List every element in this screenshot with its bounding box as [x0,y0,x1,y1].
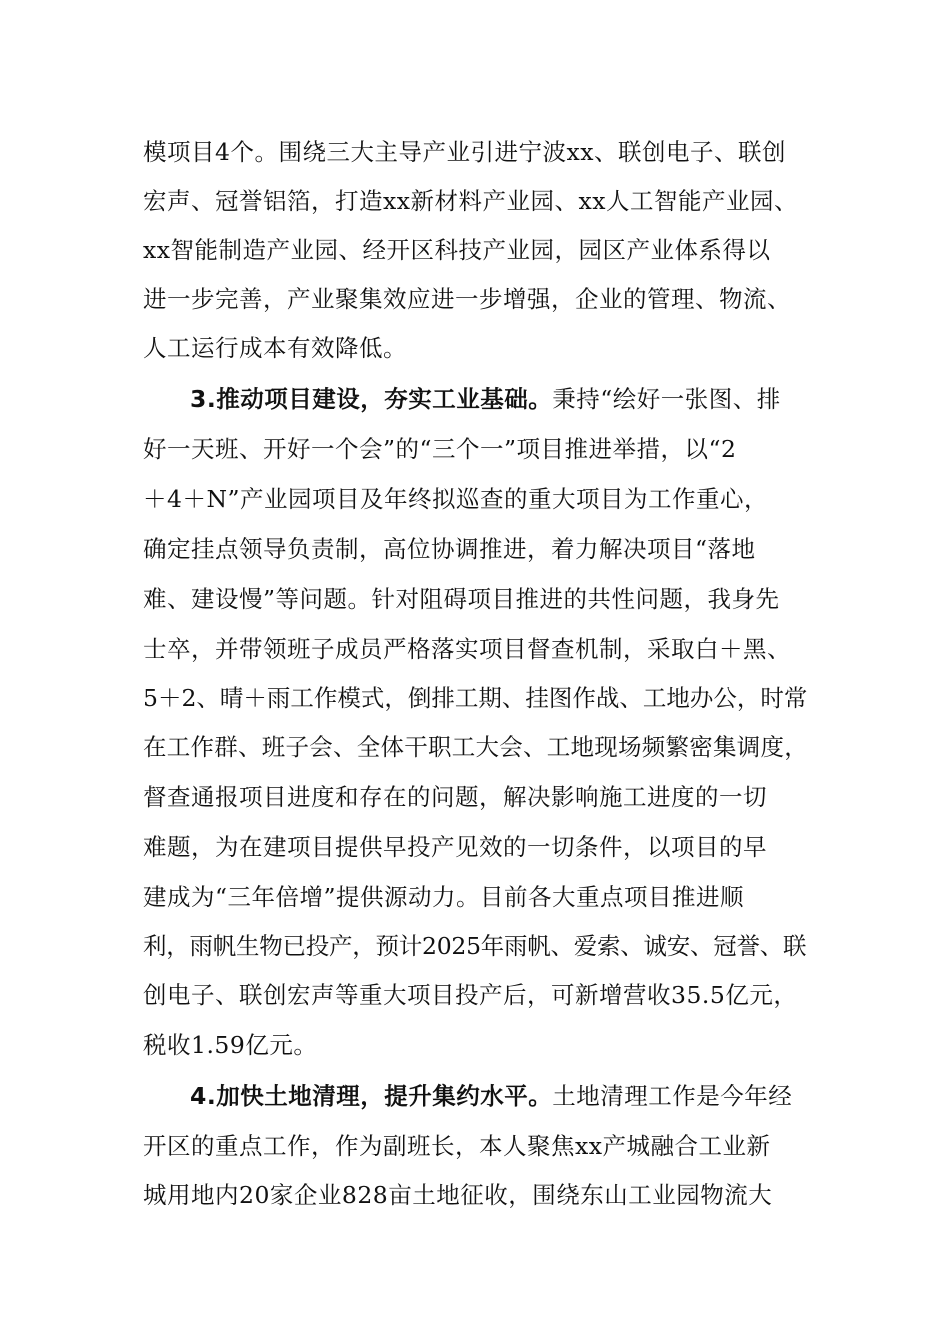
text-line: 建成为“三年倍增”提供源动力。目前各大重点项目推进顺 [143,883,745,911]
paragraph-first-line [190,1071,808,1121]
text-line: xx智能制造产业园、经开区科技产业园，园区产业体系得以 [143,236,771,264]
section-heading: 4.加快土地清理，提升集约水平。 [190,1082,553,1110]
text-line: 难题，为在建项目提供早投产见效的一切条件，以项目的早 [143,833,767,861]
text-line: 士卒，并带领班子成员严格落实项目督查机制，采取白＋黑、 [143,635,791,663]
text-line: 模项目4个。围绕三大主导产业引进宁波xx、联创电子、联创 [143,138,786,166]
text-line: 人工运行成本有效降低。 [143,334,407,362]
text-span: 土地清理工作是今年经 [552,1082,793,1110]
text-line: 5＋2、晴＋雨工作模式，倒排工期、挂图作战、工地办公，时常 [143,684,808,712]
text-span: 秉持“绘好一张图、排 [552,385,781,413]
text-line: 城用地内20家企业828亩土地征收，围绕东山工业园物流大 [143,1181,773,1209]
text-line: 宏声、冠誉铝箔，打造xx新材料产业园、xx人工智能产业园、 [143,187,799,215]
text-line: 在工作群、班子会、全体干职工大会、工地现场频繁密集调度， [143,733,808,761]
section-heading: 3.推动项目建设，夯实工业基础。 [190,385,553,413]
text-line: 进一步完善，产业聚集效应进一步增强，企业的管理、物流、 [143,285,791,313]
text-line: 督查通报项目进度和存在的问题，解决影响施工进度的一切 [143,783,767,811]
paragraph-first-line [190,374,808,424]
text-line: ＋4＋N”产业园项目及年终拟巡查的重大项目为工作重心， [143,485,769,513]
text-line: 难、建设慢”等问题。针对阻碍项目推进的共性问题，我身先 [143,585,780,613]
text-line: 税收1.59亿元。 [143,1031,318,1059]
text-line: 好一天班、开好一个会”的“三个一”项目推进举措，以“2 [143,435,737,463]
text-line: 利，雨帆生物已投产，预计2025年雨帆、爱索、诚安、冠誉、联 [143,932,807,960]
text-line: 开区的重点工作，作为副班长，本人聚焦xx产城融合工业新 [143,1132,771,1160]
text-line: 确定挂点领导负责制，高位协调推进，着力解决项目“落地 [143,535,756,563]
text-line: 创电子、联创宏声等重大项目投产后，可新增营收35.5亿元， [143,981,798,1009]
